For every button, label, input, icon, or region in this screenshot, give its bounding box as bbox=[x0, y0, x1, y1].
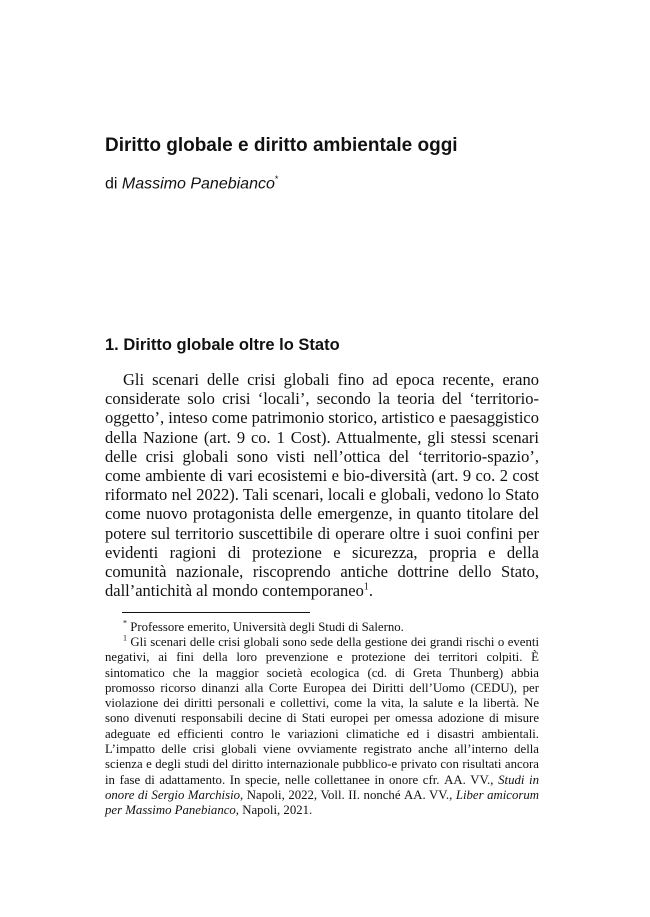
author-name: Massimo Panebianco bbox=[121, 175, 275, 193]
author-footnote-marker: * bbox=[274, 174, 279, 184]
body-paragraph bbox=[105, 370, 539, 600]
footnote-1-sep1: , bbox=[490, 772, 499, 787]
paper-title: Diritto globale e diritto ambientale oggi bbox=[105, 135, 458, 156]
footnote-1-aa1: AA. VV. bbox=[444, 772, 491, 787]
footnote-ref-1: 1 bbox=[363, 581, 369, 593]
body-end: . bbox=[368, 581, 373, 601]
footnote-author bbox=[105, 620, 539, 635]
footnote-1-sep2: , bbox=[449, 787, 456, 802]
footnote-1-citation-1: Studi in onore di Sergio Marchisio bbox=[105, 772, 540, 802]
footnote-1-mid: , Napoli, 2022, Voll. II. nonché bbox=[240, 787, 405, 802]
footnote-1-end: Napoli, 2021. bbox=[239, 803, 313, 818]
body-text: Gli scenari delle crisi globali fino ad epoca recente, erano considerate solo crisi ‘locali’, secondo la teoria del ‘territorio-oggetto’, inteso come patrimonio storico, artistico e paesaggistico della Nazione (art. 9 co. 1 Cost). Attualmente, gli stessi scenari delle crisi globali sono visti nell’ottica del ‘territorio-spazio’, come ambiente di vari ecosistemi e bio-diversità (art. 9 co. 2 cost riformato nel 2022). Tali scenari, locali e globali, vedono lo Stato come nuovo protagonista delle emergenze, in quanto titolare del potere sul territorio suscettibile di operare oltre i suoi confini per evidenti ragioni di protezione e sicurezza, propria e della comunità nazionale, riscoprendo antiche dottrine dello Stato, dall’antichità al mondo contemporaneo bbox=[105, 370, 539, 601]
footnote-1-marker: 1 bbox=[123, 633, 127, 643]
footnote-1-citation-2: Liber amicorum per Massimo Panebianco, bbox=[105, 787, 539, 818]
footnote-1-text: Gli scenari delle crisi globali sono sede della gestione dei grandi rischi o eventi negativi, ai fini della loro prevenzione e protezione dei territori colpiti. È sintomatico che la maggior società ecologica (cd. di Greta Thunberg) abbia promosso ricorso dinanzi alla Corte Europea dei Diritti dell’Uomo (CEDU), per violazione dei diritti personali e collettivi, come la vita, la salute e la libertà. Ne sono divenuti responsabili decine di Stati europei per omessa adozione di misure adeguate ed efficienti contro le variazioni climatiche ed i disastri ambientali. L’impatto delle crisi globali viene ovviamente registrato anche all’interno della scienza e degli studi del diritto internazionale pubblico-e privato con risultati ancora in fase di adattamento. In specie, nelle collettanee in onore cfr. bbox=[105, 635, 539, 787]
byline-prefix: di bbox=[105, 175, 122, 193]
footnote-star-marker: * bbox=[123, 618, 127, 628]
footnote-separator bbox=[122, 612, 310, 613]
byline bbox=[105, 174, 278, 193]
footnote-star-text: Professore emerito, Università degli Studi di Salerno. bbox=[127, 620, 404, 634]
footnote-1 bbox=[105, 635, 539, 819]
section-heading: 1. Diritto globale oltre lo Stato bbox=[105, 336, 340, 354]
footnote-1-aa2: AA. VV. bbox=[404, 787, 450, 802]
